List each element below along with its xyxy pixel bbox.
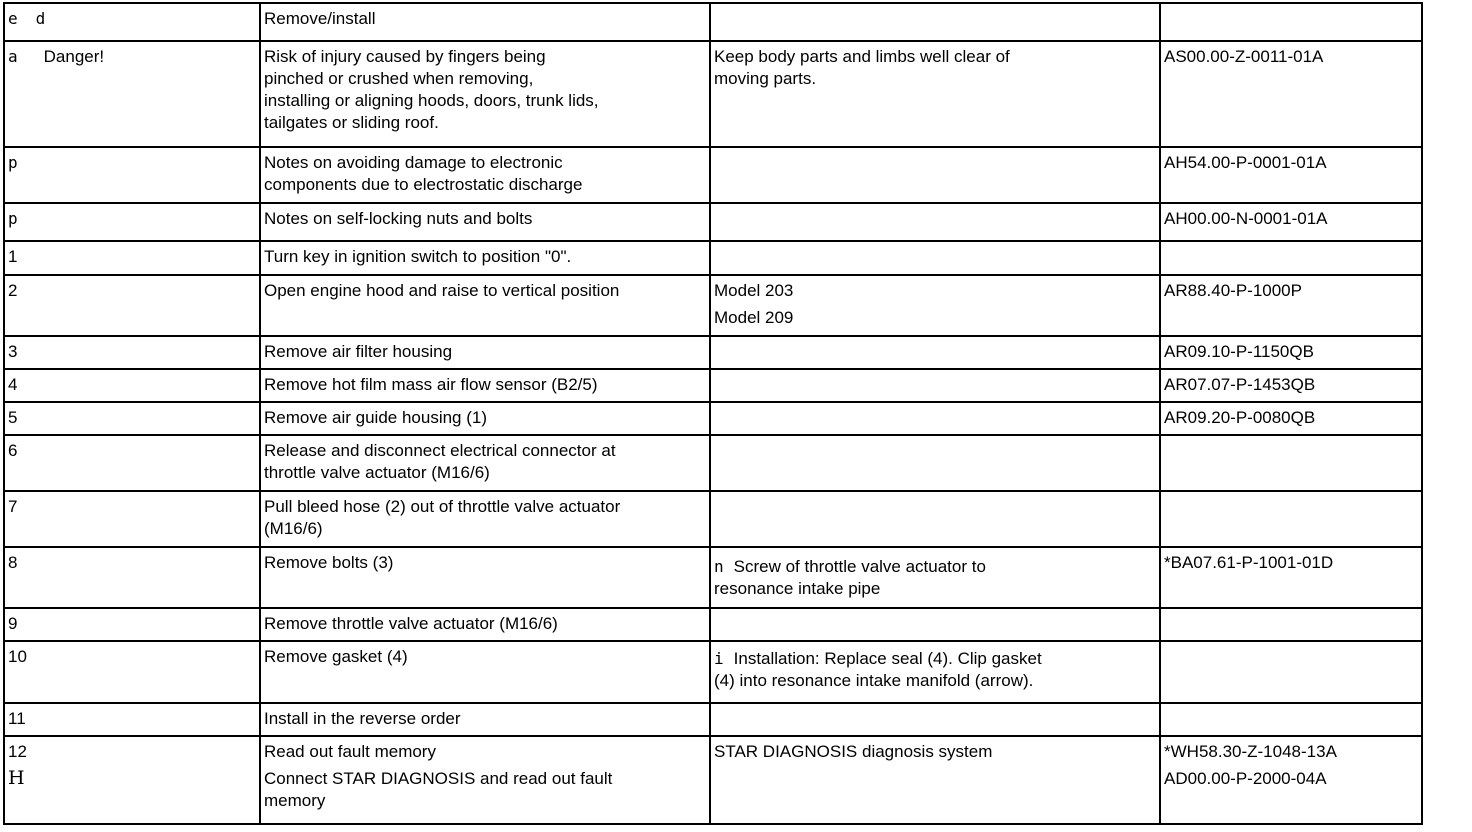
instruction-text: Remove hot film mass air flow sensor (B2/5)	[264, 375, 598, 394]
note-cell	[710, 241, 1160, 275]
h-symbol: H	[8, 767, 25, 789]
note-cell	[710, 147, 1160, 203]
table-row	[4, 491, 1422, 547]
reference-text: AR88.40-P-1000P	[1164, 281, 1302, 300]
reference-cell	[1160, 203, 1422, 241]
instruction-cell	[260, 203, 710, 241]
note-cell	[710, 41, 1160, 147]
note-cell	[710, 547, 1160, 608]
step-number: 2	[8, 281, 18, 300]
table-row	[4, 736, 1422, 824]
reference-line: *WH58.30-Z-1048-13A	[1164, 742, 1337, 761]
table-row	[4, 275, 1422, 336]
table-row	[4, 402, 1422, 435]
step-cell	[4, 241, 260, 275]
table-row	[4, 641, 1422, 703]
reference-cell	[1160, 608, 1422, 641]
step-number: 8	[8, 553, 18, 572]
table-row	[4, 703, 1422, 736]
step-number: 5	[8, 408, 18, 427]
reference-cell	[1160, 547, 1422, 608]
note-cell	[710, 703, 1160, 736]
instruction-line: installing or aligning hoods, doors, trunk lids,	[264, 91, 599, 110]
instruction-line: memory	[264, 791, 326, 810]
table-row	[4, 547, 1422, 608]
instruction-text: Remove bolts (3)	[264, 553, 394, 572]
reference-cell	[1160, 641, 1422, 703]
instruction-line: components due to electrostatic discharge	[264, 175, 583, 194]
reference-text: AS00.00-Z-0011-01A	[1164, 47, 1324, 66]
instruction-cell	[260, 41, 710, 147]
instruction-cell	[260, 3, 710, 41]
table-row	[4, 336, 1422, 369]
note-cell	[710, 336, 1160, 369]
n-symbol: n	[714, 557, 724, 576]
instruction-cell	[260, 491, 710, 547]
instruction-cell	[260, 608, 710, 641]
note-cell	[710, 402, 1160, 435]
table-row	[4, 3, 1422, 41]
note-line: resonance intake pipe	[714, 579, 881, 598]
step-number: 12	[8, 742, 27, 761]
note-line: moving parts.	[714, 69, 817, 88]
reference-text: AR09.10-P-1150QB	[1164, 342, 1314, 361]
step-cell	[4, 203, 260, 241]
instruction-cell	[260, 369, 710, 402]
instruction-line: Release and disconnect electrical connector at	[264, 441, 616, 460]
step-cell	[4, 608, 260, 641]
instruction-cell	[260, 736, 710, 824]
step-cell	[4, 547, 260, 608]
reference-cell	[1160, 336, 1422, 369]
note-line: Model 203	[714, 281, 794, 300]
instruction-text: Install in the reverse order	[264, 709, 461, 728]
reference-text: AH00.00-N-0001-01A	[1164, 209, 1328, 228]
step-cell	[4, 147, 260, 203]
reference-cell	[1160, 3, 1422, 41]
reference-cell	[1160, 147, 1422, 203]
note-cell	[710, 608, 1160, 641]
note-cell	[710, 275, 1160, 336]
reference-cell	[1160, 703, 1422, 736]
instruction-text: Turn key in ignition switch to position "0".	[264, 247, 572, 266]
instruction-line: Notes on avoiding damage to electronic	[264, 153, 563, 172]
step-cell	[4, 703, 260, 736]
instruction-line: pinched or crushed when removing,	[264, 69, 534, 88]
step-cell	[4, 41, 260, 147]
step-cell	[4, 336, 260, 369]
note-cell	[710, 369, 1160, 402]
reference-cell	[1160, 369, 1422, 402]
step-number: 3	[8, 342, 18, 361]
reference-cell	[1160, 736, 1422, 824]
table-row	[4, 147, 1422, 203]
instruction-line: Connect STAR DIAGNOSIS and read out fault	[264, 769, 613, 788]
step-number: 6	[8, 441, 18, 460]
step-cell	[4, 275, 260, 336]
step-number: 4	[8, 375, 18, 394]
d-symbol: d	[35, 9, 46, 28]
instruction-text: Open engine hood and raise to vertical position	[264, 281, 620, 300]
instruction-cell	[260, 703, 710, 736]
reference-text: AR07.07-P-1453QB	[1164, 375, 1316, 394]
step-number: 10	[8, 647, 27, 666]
reference-cell	[1160, 402, 1422, 435]
table-row	[4, 608, 1422, 641]
step-cell	[4, 641, 260, 703]
note-line: Keep body parts and limbs well clear of	[714, 47, 1010, 66]
instruction-cell	[260, 402, 710, 435]
table-row	[4, 203, 1422, 241]
table-row	[4, 41, 1422, 147]
note-line: Model 209	[714, 308, 794, 327]
table-row	[4, 435, 1422, 491]
instruction-line: tailgates or sliding roof.	[264, 113, 439, 132]
note-cell	[710, 435, 1160, 491]
instruction-text: Remove air filter housing	[264, 342, 453, 361]
reference-cell	[1160, 491, 1422, 547]
procedure-table	[3, 2, 1423, 825]
instruction-cell	[260, 641, 710, 703]
note-line-text: Installation: Replace seal (4). Clip gasket	[733, 649, 1042, 668]
reference-cell	[1160, 41, 1422, 147]
note-cell	[710, 641, 1160, 703]
note-symbol: p	[8, 153, 18, 172]
step-cell	[4, 736, 260, 824]
instruction-cell	[260, 547, 710, 608]
instruction-text: Remove/install	[264, 9, 376, 28]
table-row	[4, 369, 1422, 402]
step-cell	[4, 3, 260, 41]
note-cell	[710, 203, 1160, 241]
reference-cell	[1160, 435, 1422, 491]
note-symbol: p	[8, 209, 18, 228]
instruction-text: Remove air guide housing (1)	[264, 408, 488, 427]
note-line-text: Screw of throttle valve actuator to	[733, 557, 986, 576]
step-number: 1	[8, 247, 18, 266]
instruction-cell	[260, 241, 710, 275]
note-line	[714, 556, 1156, 578]
step-cell	[4, 402, 260, 435]
e-symbol: e	[8, 9, 18, 28]
note-cell	[710, 736, 1160, 824]
instruction-cell	[260, 147, 710, 203]
reference-text: AR09.20-P-0080QB	[1164, 408, 1316, 427]
note-text: STAR DIAGNOSIS diagnosis system	[714, 742, 993, 761]
reference-text: AH54.00-P-0001-01A	[1164, 153, 1327, 172]
step-cell	[4, 435, 260, 491]
note-cell	[710, 3, 1160, 41]
instruction-line: throttle valve actuator (M16/6)	[264, 463, 490, 482]
instruction-line: (M16/6)	[264, 519, 323, 538]
reference-cell	[1160, 275, 1422, 336]
instruction-cell	[260, 435, 710, 491]
instruction-text: Notes on self-locking nuts and bolts	[264, 209, 533, 228]
reference-line: AD00.00-P-2000-04A	[1164, 769, 1327, 788]
info-symbol: i	[714, 649, 724, 668]
instruction-text: Remove gasket (4)	[264, 647, 408, 666]
note-line: (4) into resonance intake manifold (arrow).	[714, 671, 1034, 690]
step-cell	[4, 369, 260, 402]
instruction-line: Pull bleed hose (2) out of throttle valve actuator	[264, 497, 621, 516]
instruction-cell	[260, 275, 710, 336]
note-line	[714, 648, 1156, 670]
instruction-text: Remove throttle valve actuator (M16/6)	[264, 614, 558, 633]
danger-symbol: a	[8, 47, 18, 66]
table-row	[4, 241, 1422, 275]
note-cell	[710, 491, 1160, 547]
reference-cell	[1160, 241, 1422, 275]
step-number: 9	[8, 614, 18, 633]
instruction-line: Risk of injury caused by fingers being	[264, 47, 546, 66]
step-cell	[4, 491, 260, 547]
danger-label: Danger!	[43, 47, 105, 66]
instruction-line: Read out fault memory	[264, 742, 436, 761]
step-number: 11	[8, 709, 26, 728]
instruction-cell	[260, 336, 710, 369]
step-number: 7	[8, 497, 18, 516]
reference-text: *BA07.61-P-1001-01D	[1164, 553, 1334, 572]
